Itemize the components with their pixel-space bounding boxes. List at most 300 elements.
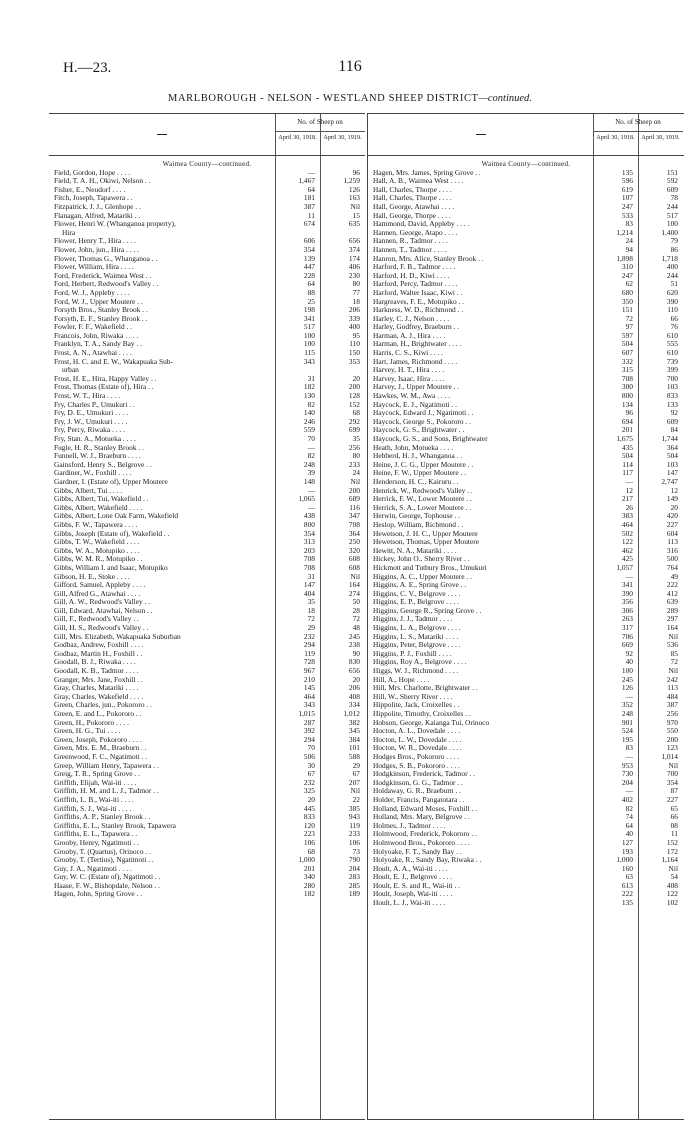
sheep-1919: 84 xyxy=(670,425,678,435)
sheep-1919: 206 xyxy=(348,305,360,315)
owner-name: Grooby, T. (Tertius), Ngatimoti . . xyxy=(54,856,154,865)
sheep-1919: 204 xyxy=(348,863,360,873)
sheep-1918: 201 xyxy=(303,863,315,873)
sheep-1918: 1,467 xyxy=(298,176,315,186)
sheep-1919: 830 xyxy=(348,657,360,667)
sheep-1918: 524 xyxy=(621,726,633,736)
sheep-1919: 608 xyxy=(348,554,360,564)
sheep-1918: 29 xyxy=(307,623,315,633)
table-row xyxy=(368,194,684,203)
sheep-1918: 117 xyxy=(622,468,633,478)
table-row xyxy=(368,796,684,805)
table-row xyxy=(49,641,365,650)
table-row xyxy=(49,564,365,573)
sheep-1918: 120 xyxy=(303,820,315,830)
sheep-1919: 1,718 xyxy=(661,253,678,263)
owner-name: Waimea County—continued. xyxy=(481,160,571,168)
owner-name: Higgins, L. A., Belgrove . . . . xyxy=(373,624,461,633)
sheep-1919: 555 xyxy=(666,339,678,349)
owner-name: Harford, Walter Isaac, Kiwi . . xyxy=(373,288,463,297)
owner-column-header xyxy=(476,134,486,135)
sheep-1918: 559 xyxy=(303,425,315,435)
table-row xyxy=(49,512,365,521)
sheep-1918: 438 xyxy=(303,511,315,521)
table-row xyxy=(49,744,365,753)
owner-name: Franklyn, T. A., Sandy Bay . . xyxy=(54,340,143,349)
owner-name: Harford, H. D., Kiwi . . . . xyxy=(373,271,450,280)
table-row xyxy=(368,890,684,899)
sheep-1918: 114 xyxy=(622,459,633,469)
sheep-1918: 193 xyxy=(621,846,633,856)
owner-name: Harvey, Isaac, Hira . . . . xyxy=(373,374,445,383)
sheep-table-left xyxy=(49,113,365,1120)
owner-name: Hewetson, J. H. C., Upper Moutere xyxy=(373,529,478,538)
table-row xyxy=(49,280,365,289)
table-row xyxy=(49,796,365,805)
owner-name: Holland, Edward Moses, Foxhill . . xyxy=(373,804,478,813)
owner-name: Fugle, H. R., Stanley Brook . . xyxy=(54,443,144,452)
sheep-1918: 606 xyxy=(303,236,315,246)
sheep-1918: 11 xyxy=(307,210,315,220)
table-row xyxy=(368,255,684,264)
sheep-1919: 08 xyxy=(670,820,678,830)
table-row xyxy=(368,504,684,513)
sheep-1919: 122 xyxy=(666,889,678,899)
table-row xyxy=(368,332,684,341)
sheep-1918: 800 xyxy=(621,391,633,401)
sheep-1918: 247 xyxy=(621,201,633,211)
sheep-1919: 700 xyxy=(666,769,678,779)
owner-name: Godbaz, Andrew, Foxhill . . . . xyxy=(54,641,144,650)
owner-name: Gibbs, Joseph (Estate of), Wakefield . . xyxy=(54,529,170,538)
owner-name: Gill, F., Redwood's Valley . . xyxy=(54,615,139,624)
sheep-1918: 228 xyxy=(303,270,315,280)
owner-name: Frost, Thomas (Estate of), Hira . . xyxy=(54,383,154,392)
owner-name: Gibbs, W. M. R., Motupiko . . xyxy=(54,555,143,564)
sheep-1919: 49 xyxy=(670,571,678,581)
sheep-1918: 232 xyxy=(303,631,315,641)
sheep-1918: 100 xyxy=(621,666,633,676)
sheep-1919: 48 xyxy=(352,623,360,633)
sheep-1918: 64 xyxy=(307,279,315,289)
table-row xyxy=(49,538,365,547)
sheep-1918: 40 xyxy=(625,829,633,839)
sheep-1918: 160 xyxy=(621,863,633,873)
table-row xyxy=(368,530,684,539)
sheep-1919: 274 xyxy=(348,588,360,598)
table-row xyxy=(49,676,365,685)
owner-name: Flower, Henri W. (Whanganoa property), xyxy=(54,220,176,229)
table-row xyxy=(49,263,365,272)
sheep-1918: — xyxy=(307,442,315,452)
table-row xyxy=(368,203,684,212)
sheep-1919: 20 xyxy=(670,502,678,512)
owner-name: Haycock, George S., Pokororo . . xyxy=(373,417,471,426)
table-body xyxy=(368,160,684,908)
owner-name: Heslop, William, Richmond . . xyxy=(373,520,464,529)
table-row xyxy=(368,736,684,745)
table-row xyxy=(368,676,684,685)
owner-name: Frost, H. C. and E. W., Wakapuaka Sub- xyxy=(54,357,173,366)
owner-name: Hoult, A. A., Wai-iti . . . . xyxy=(373,864,448,873)
sheep-1919: 102 xyxy=(666,898,678,908)
owner-name: Hill, A., Hope . . . . xyxy=(373,675,430,684)
owner-name: Green, Joseph, Pokororo . . . . xyxy=(54,735,142,744)
table-row xyxy=(368,401,684,410)
document-reference: H.—23. xyxy=(63,60,112,76)
owner-name: Goodall, K. B., Tadmor . . . . xyxy=(54,667,139,676)
sheep-1918: 40 xyxy=(625,657,633,667)
owner-name: Hart, James, Richmond . . . . xyxy=(373,357,458,366)
owner-name: Heine, J. C. G., Upper Moutere . . xyxy=(373,460,474,469)
table-row xyxy=(49,684,365,693)
owner-name: Hebberd, H. J., Whanganoa . . xyxy=(373,452,463,461)
sheep-1919: 689 xyxy=(348,494,360,504)
sheep-1919: 151 xyxy=(666,167,678,177)
table-row xyxy=(49,237,365,246)
sheep-1918: 119 xyxy=(304,648,315,658)
sheep-1919: 550 xyxy=(666,726,678,736)
sheep-1918: 315 xyxy=(621,365,633,375)
sheep-1919: 334 xyxy=(348,700,360,710)
sheep-1919: 943 xyxy=(348,812,360,822)
table-row xyxy=(49,298,365,307)
table-row xyxy=(49,435,365,444)
table-row xyxy=(368,229,684,238)
owner-name: Holyoake, R., Sandy Bay, Riwaka . . xyxy=(373,856,482,865)
owner-name: Harman, A. J., Hira . . . . xyxy=(373,331,446,340)
owner-name: Gill, Alfred G., Atawhai . . . . xyxy=(54,589,141,598)
table-row xyxy=(368,246,684,255)
sheep-1919: 504 xyxy=(666,451,678,461)
sheep-1919: 163 xyxy=(348,193,360,203)
owner-name: Harvey, J., Upper Moutere . . xyxy=(373,383,460,392)
owner-name: Higgins, P. J., Foxhill . . . . xyxy=(373,649,452,658)
sheep-1918: 64 xyxy=(625,820,633,830)
sheep-1919: 639 xyxy=(666,597,678,607)
table-row xyxy=(368,779,684,788)
table-row xyxy=(49,289,365,298)
sheep-1919: 339 xyxy=(348,313,360,323)
sheep-1919: 172 xyxy=(666,846,678,856)
sheep-1919: 700 xyxy=(666,373,678,383)
owner-name: Waimea County—continued. xyxy=(162,160,252,168)
sheep-1919: 764 xyxy=(666,562,678,572)
sheep-1918: 354 xyxy=(303,244,315,254)
sheep-1919: 400 xyxy=(666,262,678,272)
owner-name: Higgins, E. P., Belgrove . . . . xyxy=(373,598,460,607)
owner-name: Guy, W. C. (Estate of), Ngatimoti . . xyxy=(54,873,161,882)
sheep-1918: 18 xyxy=(307,605,315,615)
sheep-1918: 390 xyxy=(621,588,633,598)
owner-name: Fitzpatrick, J. J., Glenhope . . xyxy=(54,202,141,211)
table-row xyxy=(368,607,684,616)
owner-name: Field, T. A. H., Okiwi, Nelson . . xyxy=(54,177,151,186)
sheep-1919: 353 xyxy=(348,356,360,366)
sheep-1918: 708 xyxy=(303,554,315,564)
sheep-1918: 325 xyxy=(303,786,315,796)
owner-name: Hannen, R., Tadmor . . . . xyxy=(373,237,448,246)
owner-name: Higgins, A. C., Upper Moutere . . xyxy=(373,572,472,581)
table-row xyxy=(368,667,684,676)
sheep-1919: 147 xyxy=(666,468,678,478)
sheep-1919: 316 xyxy=(666,545,678,555)
sheep-1919: 54 xyxy=(670,872,678,882)
table-row xyxy=(49,272,365,281)
table-row xyxy=(49,478,365,487)
sheep-1918: 68 xyxy=(307,846,315,856)
sheep-1919: 374 xyxy=(348,244,360,254)
table-row xyxy=(368,684,684,693)
owner-name: Higgins, A. E., Spring Grove . . xyxy=(373,581,467,590)
owner-name: Flower, William, Hira . . . . xyxy=(54,263,134,272)
sheep-1918: 310 xyxy=(621,262,633,272)
sheep-1918: 694 xyxy=(621,416,633,426)
table-row xyxy=(49,873,365,882)
header-rule xyxy=(275,131,365,132)
owner-name: Heath, John, Motueka . . . . xyxy=(373,443,454,452)
owner-name: Fitch, Joseph, Tapawera . . xyxy=(54,194,133,203)
table-row xyxy=(368,701,684,710)
owner-name: Forsyth Bros., Stanley Brook . . xyxy=(54,306,148,315)
sheep-1919: 80 xyxy=(352,451,360,461)
sheep-1919: 604 xyxy=(666,528,678,538)
sheep-1919: 113 xyxy=(667,537,678,547)
owner-name: Gainsford, Henry S., Belgrove . . xyxy=(54,460,152,469)
owner-name: Gifford, Samuel, Appleby . . . . xyxy=(54,581,146,590)
sheep-1919: 68 xyxy=(352,408,360,418)
table-row xyxy=(49,401,365,410)
table-row xyxy=(368,753,684,762)
sheep-1919: Nil xyxy=(350,201,360,211)
table-row xyxy=(368,762,684,771)
sheep-1918: 464 xyxy=(303,691,315,701)
owner-name: Gray, Charles, Wakefield . . . . xyxy=(54,692,144,701)
sheep-1919: 297 xyxy=(666,614,678,624)
sheep-1919: 1,744 xyxy=(661,434,678,443)
sheep-1918: 139 xyxy=(303,253,315,263)
table-row xyxy=(368,263,684,272)
sheep-1918: 106 xyxy=(303,837,315,847)
title-continued: —continued. xyxy=(478,93,532,104)
owner-name: Higgs, W. J., Richmond . . . . xyxy=(373,667,459,676)
sheep-1918: 97 xyxy=(625,322,633,332)
table-row xyxy=(368,719,684,728)
sheep-1919: 123 xyxy=(666,743,678,753)
sheep-1919: 609 xyxy=(666,416,678,426)
sheep-1918: 596 xyxy=(621,176,633,186)
sheep-1918: 383 xyxy=(621,511,633,521)
column-header-1918: April 30, 1918. xyxy=(596,134,635,141)
sheep-1918: — xyxy=(625,786,633,796)
table-row xyxy=(368,727,684,736)
owner-name: Hagen, John, Spring Grove . . xyxy=(54,890,143,899)
sheep-1919: 699 xyxy=(348,425,360,435)
sheep-1918: — xyxy=(625,476,633,486)
owner-name: Hobson, George, Kaianga Tui, Orinoco xyxy=(373,718,490,727)
owner-name: Hocton, A. L., Dovedale . . . . xyxy=(373,727,461,736)
sheep-1918: 67 xyxy=(307,769,315,779)
owner-name: Herrick, F. W., Lower Moutere . . xyxy=(373,495,472,504)
table-body xyxy=(49,160,365,899)
table-row xyxy=(49,581,365,590)
owner-name: Hammond, David, Appleby . . . . xyxy=(373,220,470,229)
table-row xyxy=(49,409,365,418)
table-row xyxy=(368,581,684,590)
sheep-1918: 182 xyxy=(303,889,315,899)
table-row xyxy=(49,444,365,453)
sheep-1919: 245 xyxy=(348,631,360,641)
sheep-1919: 174 xyxy=(348,253,360,263)
owner-name: Goodall, B. J., Riwaka . . . . xyxy=(54,658,136,667)
sheep-1918: 82 xyxy=(307,451,315,461)
sheep-1919: 790 xyxy=(348,855,360,865)
sheep-1919: 609 xyxy=(666,184,678,194)
owner-name: Francois, John, Riwaka . . . . xyxy=(54,331,139,340)
sheep-1919: 80 xyxy=(352,279,360,289)
table-row xyxy=(49,598,365,607)
owner-name: Hall, George, Thorpe . . . . xyxy=(373,211,451,220)
sheep-1919: 739 xyxy=(666,356,678,366)
table-row xyxy=(49,521,365,530)
table-row xyxy=(368,375,684,384)
owner-name: Higgins, George R., Spring Grove . . xyxy=(373,606,482,615)
sheep-1918: 356 xyxy=(621,597,633,607)
owner-name: Godbaz, Martin H., Foxhill . . xyxy=(54,649,143,658)
sheep-1919: 285 xyxy=(348,880,360,890)
sheep-1919: 200 xyxy=(666,734,678,744)
sheep-1918: 181 xyxy=(303,193,315,203)
table-row xyxy=(368,658,684,667)
sheep-1918: 24 xyxy=(625,236,633,246)
table-row xyxy=(49,573,365,582)
sheep-1919: Nil xyxy=(668,863,678,873)
sheep-1919: 610 xyxy=(666,348,678,358)
owner-name: Fry, J. W., Umukuri . . . . xyxy=(54,417,128,426)
sheep-1919: 970 xyxy=(666,717,678,727)
sheep-1918: 26 xyxy=(625,502,633,512)
sheep-1919: 92 xyxy=(670,408,678,418)
owner-name: Gill, H. S., Redwood's Valley . . xyxy=(54,624,149,633)
table-row xyxy=(49,194,365,203)
sheep-1919: 2,747 xyxy=(661,476,678,486)
owner-name: Field, Gordon, Hope . . . . xyxy=(54,168,130,177)
sheep-1919: 106 xyxy=(348,837,360,847)
sheep-1919: 412 xyxy=(666,588,678,598)
sheep-1918: 222 xyxy=(621,889,633,899)
sheep-1919: 11 xyxy=(670,829,678,839)
table-row xyxy=(368,212,684,221)
table-row xyxy=(368,805,684,814)
table-row xyxy=(368,512,684,521)
owner-name: Frost, H. E., Hira, Happy Valley . . xyxy=(54,374,157,383)
owner-name: Henrick, W., Redwood's Valley . . xyxy=(373,486,473,495)
table-row xyxy=(49,246,365,255)
table-row xyxy=(49,770,365,779)
sheep-1918: 350 xyxy=(621,296,633,306)
sheep-1919: 50 xyxy=(352,597,360,607)
sheep-1919: 103 xyxy=(666,459,678,469)
sheep-1919: 95 xyxy=(352,330,360,340)
sheep-1918: 504 xyxy=(621,339,633,349)
sheep-1918: 12 xyxy=(625,485,633,495)
column-header-1919: April 30, 1919. xyxy=(641,134,680,141)
sheep-1919: 90 xyxy=(352,648,360,658)
sheep-1918: 20 xyxy=(307,794,315,804)
owner-name: Higgins, L. S., Matariki . . . . xyxy=(373,632,459,641)
owner-name: Gibbs, F. W., Tapawera . . . . xyxy=(54,520,138,529)
sheep-1918: 402 xyxy=(621,794,633,804)
sheep-1919: 500 xyxy=(666,554,678,564)
sheep-1918: 506 xyxy=(303,751,315,761)
table-row xyxy=(368,770,684,779)
owner-name: Harford, F. B., Tadmor . . . . xyxy=(373,263,456,272)
owner-name: Harkness, W. D., Richmond . . xyxy=(373,306,464,315)
owner-name: Flanagan, Alfred, Matariki . . xyxy=(54,211,141,220)
sheep-1919: 164 xyxy=(666,623,678,633)
table-row xyxy=(368,383,684,392)
table-row xyxy=(49,830,365,839)
table-row xyxy=(368,495,684,504)
owner-name: Holyoake, F. T., Sandy Bay . . xyxy=(373,847,462,856)
sheep-1918: 263 xyxy=(621,614,633,624)
sheep-1919: 73 xyxy=(352,846,360,856)
table-row xyxy=(368,315,684,324)
sheep-1919: 20 xyxy=(352,674,360,684)
sheep-1918: 464 xyxy=(621,519,633,529)
owner-name: Green, H. G., Tui . . . . xyxy=(54,727,121,736)
owner-name: Hippolite, Timothy, Croixelles . . xyxy=(373,710,471,718)
table-row xyxy=(49,822,365,831)
owner-name: Griffiths, E. L., Tapawera . . xyxy=(54,830,138,839)
sheep-1919: 227 xyxy=(666,794,678,804)
table-row xyxy=(368,169,684,178)
table-row xyxy=(49,315,365,324)
table-row xyxy=(49,701,365,710)
sheep-1918: 31 xyxy=(307,373,315,383)
table-row xyxy=(368,409,684,418)
owner-name: Gibbs, Albert, Wakefield . . . . xyxy=(54,503,143,512)
table-row xyxy=(368,349,684,358)
sheep-1918: 31 xyxy=(307,571,315,581)
owner-name: Frost, A. N., Atawhai . . . . xyxy=(54,349,132,358)
section-heading xyxy=(368,160,684,169)
sheep-1919: 133 xyxy=(666,399,678,409)
sheep-1919: 833 xyxy=(666,391,678,401)
table-row xyxy=(368,358,684,367)
owner-name: Holdaway, G. R., Braeburn . . xyxy=(373,787,461,796)
table-row xyxy=(49,487,365,496)
owner-name: Gibbs, Albert, Lone Oak Farm, Wakefield xyxy=(54,512,179,521)
sheep-1918: 504 xyxy=(621,451,633,461)
sheep-1919: 230 xyxy=(348,270,360,280)
sheep-count-header: No. of Sheep on xyxy=(615,118,661,126)
owner-name: Hannen, George, Atapo . . . . xyxy=(373,228,458,237)
owner-name: Harris, C. S., Kiwi . . . . xyxy=(373,349,444,358)
owner-name: Hanron, Mrs. Alice, Stanley Brook . . xyxy=(373,254,484,263)
sheep-1919: Nil xyxy=(350,476,360,486)
table-row xyxy=(49,203,365,212)
sheep-1918: 247 xyxy=(621,270,633,280)
sheep-1918: 1,898 xyxy=(616,253,633,263)
table-row xyxy=(368,306,684,315)
owner-name: Granger, Mrs. Jane, Foxhill . . xyxy=(54,675,143,684)
owner-name: Hocton, L. W., Dovedale . . . . xyxy=(373,735,462,744)
sheep-1919: 206 xyxy=(348,683,360,693)
table-row xyxy=(368,555,684,564)
sheep-1918: 195 xyxy=(621,734,633,744)
sheep-1918: 135 xyxy=(621,898,633,908)
